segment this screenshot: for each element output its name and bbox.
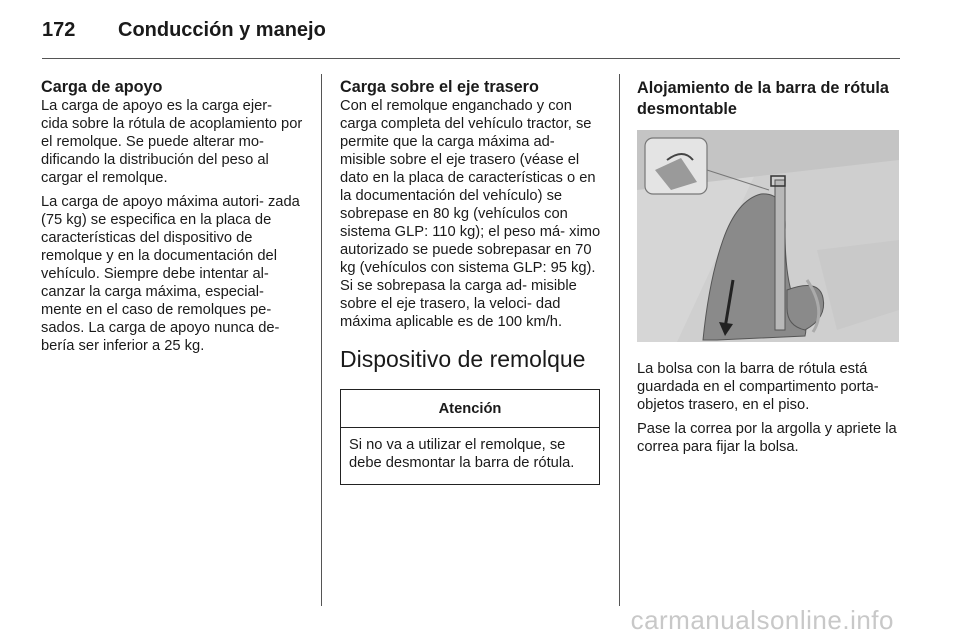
column-1 <box>41 78 303 361</box>
attention-box <box>340 389 600 485</box>
towbar-bag-illustration <box>637 130 899 342</box>
page-title: Conducción y manejo <box>118 18 326 41</box>
chapter-heading: Dispositivo de remolque <box>340 346 586 372</box>
column-2 <box>340 78 602 485</box>
paragraph: Con el remolque enganchado y con carga completa del vehículo tractor, se permite que la carga máxima ad- misible sobre el eje trasero (véase el dato en la placa de características o en la documentación del vehículo) se sobrepase en 80 kg (vehículos con sistema GLP: 110 kg); el peso má- ximo autorizado se puede sobrepasar en 70 kg (vehículos con sistema GLP: 95 kg). Si se sobrepasa la carga ad- misible sobre el eje trasero, la veloci- dad máxima aplicable es de 100 km/h. <box>340 98 601 330</box>
attention-title: Atención <box>341 390 599 428</box>
section-heading: Carga de apoyo <box>41 78 163 96</box>
column-divider <box>321 74 322 606</box>
column-divider <box>619 74 620 606</box>
page-number: 172 <box>42 18 76 41</box>
watermark: carmanualsonline.info <box>630 605 894 635</box>
attention-body: Si no va a utilizar el remolque, se debe desmontar la barra de rótula. <box>349 437 575 471</box>
section-heading: Carga sobre el eje trasero <box>340 78 539 96</box>
column-3 <box>637 78 905 462</box>
illustration <box>637 130 899 342</box>
paragraph: Pase la correa por la argolla y apriete la correa para fijar la bolsa. <box>637 421 897 455</box>
section-heading: Alojamiento de la barra de rótula desmontable <box>637 79 889 118</box>
page-header <box>42 10 326 50</box>
paragraph: La bolsa con la barra de rótula está guardada en el compartimento porta- objetos trasero, en el piso. <box>637 361 879 413</box>
header-divider <box>42 58 900 59</box>
paragraph: La carga de apoyo es la carga ejer- cida sobre la rótula de acoplamiento por el remolque. Se puede alterar mo- dificando la distribución del peso al cargar el remolque. <box>41 98 303 186</box>
paragraph: La carga de apoyo máxima autori- zada (75 kg) se especifica en la placa de características del dispositivo de remolque y en la documentación del vehículo. Siempre debe intentar al- canzar la carga máxima, especial- mente en el caso de remolques pe- sados. La carga de apoyo nunca de- bería ser inferior a 25 kg. <box>41 194 300 354</box>
